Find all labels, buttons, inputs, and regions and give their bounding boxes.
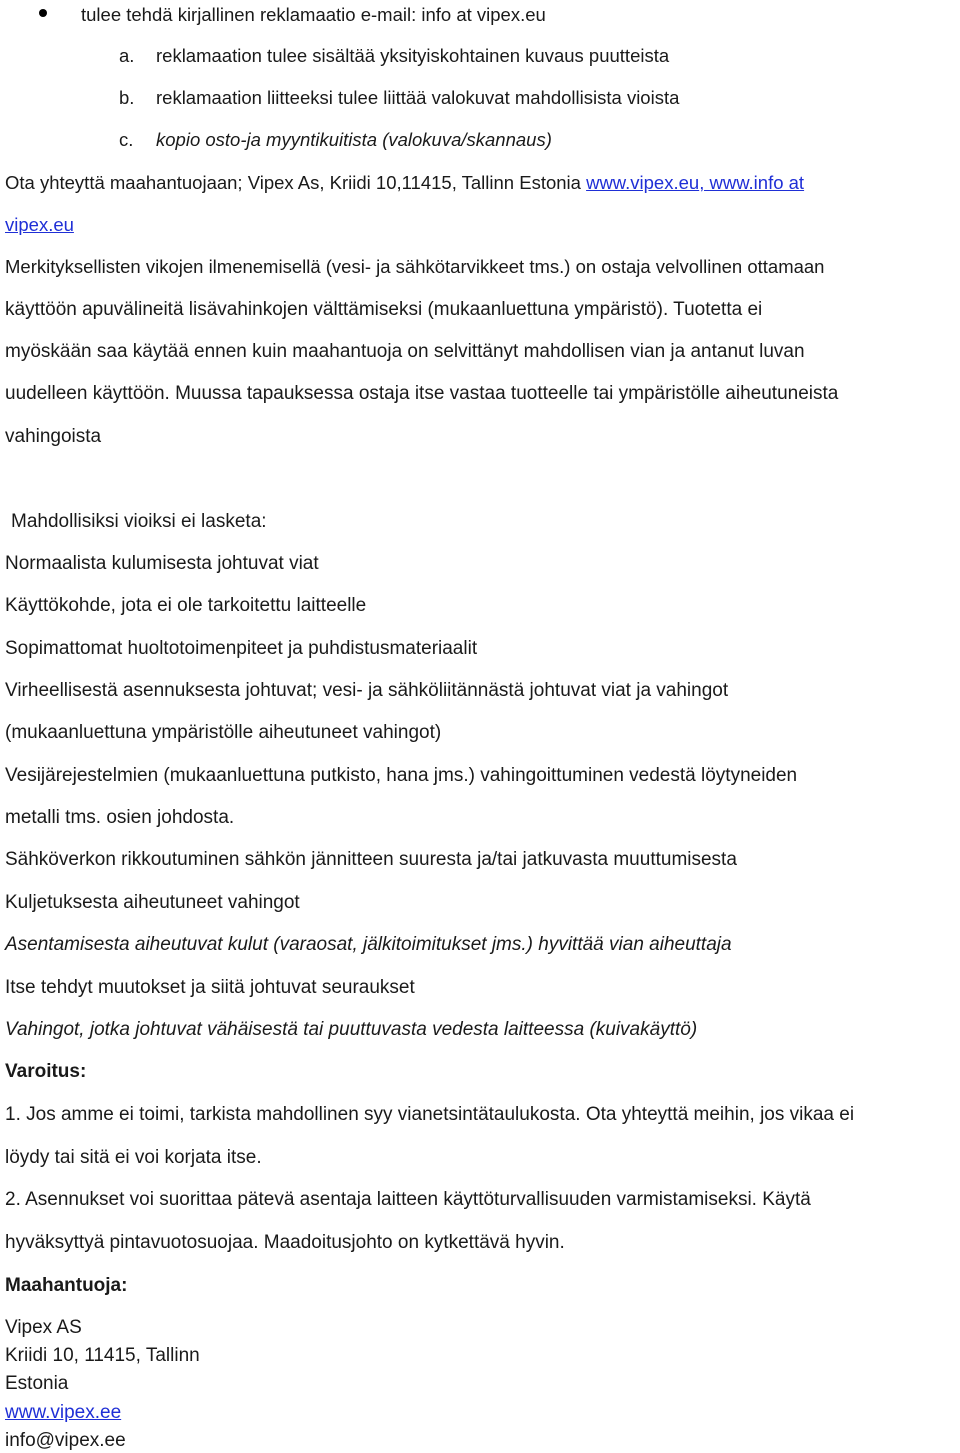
importer-email: info@vipex.ee xyxy=(5,1430,126,1451)
list-item-text: reklamaation tulee sisältää yksityiskohtainen kuvaus puutteista xyxy=(156,45,670,66)
info-link-continued[interactable]: vipex.eu xyxy=(5,214,74,235)
contact-prefix: Ota yhteyttä maahantuojaan; Vipex As, Kriidi 10,11415, Tallinn Estonia xyxy=(5,172,587,193)
importer-website-link[interactable]: www.vipex.ee xyxy=(5,1402,122,1423)
exclusion-line: Sähköverkon rikkoutuminen sähkön jännitteen suuresta ja/tai jatkuvasta muuttumisesta xyxy=(5,849,737,870)
contact-line xyxy=(5,171,804,195)
exclusion-line: metalli tms. osien johdosta. xyxy=(5,807,235,828)
warning-line: hyväksyttyä pintavuotosuojaa. Maadoitusjohto on kytkettävä hyvin. xyxy=(5,1232,565,1253)
paragraph-line: uudelleen käyttöön. Muussa tapauksessa ostaja itse vastaa tuotteelle tai ympäristölle aiheutuneista xyxy=(5,383,839,404)
list-item-text: kopio osto-ja myyntikuitista (valokuva/skannaus) xyxy=(156,129,552,150)
paragraph-line: Merkityksellisten vikojen ilmenemisellä (vesi- ja sähkötarvikkeet tms.) on ostaja velvollinen ottamaan xyxy=(5,256,825,277)
list-marker: a. xyxy=(119,45,135,66)
info-link[interactable]: www.info at xyxy=(709,172,805,193)
exclusion-line: Käyttökohde, jota ei ole tarkoitettu laitteelle xyxy=(5,595,367,616)
bullet-text: tulee tehdä kirjallinen reklamaatio e-mail: info at vipex.eu xyxy=(81,4,546,25)
exclusions-heading: Mahdollisiksi vioiksi ei lasketa: xyxy=(11,511,267,532)
importer-heading: Maahantuoja: xyxy=(5,1275,128,1296)
warning-heading: Varoitus: xyxy=(5,1061,87,1082)
warning-line: 1. Jos amme ei toimi, tarkista mahdollinen syy vianetsintätaulukosta. Ota yhteyttä meihin, jos vikaa ei xyxy=(5,1104,855,1125)
importer-country: Estonia xyxy=(5,1373,69,1394)
bullet-dot-icon xyxy=(39,9,47,17)
website-link[interactable]: www.vipex.eu xyxy=(586,172,700,193)
paragraph-line: käyttöön apuvälineitä lisävahinkojen välttämiseksi (mukaanluettuna ympäristö). Tuotetta ei xyxy=(5,299,763,320)
paragraph-line: myöskään saa käytää ennen kuin maahantuoja on selvittänyt mahdollisen vian ja antanut luvan xyxy=(5,341,805,362)
link-separator: , xyxy=(699,172,710,193)
list-marker: b. xyxy=(119,87,135,108)
exclusion-line: Virheellisestä asennuksesta johtuvat; vesi- ja sähköliitännästä johtuvat viat ja vahingot xyxy=(5,680,729,701)
exclusion-line: (mukaanluettuna ympäristölle aiheutuneet vahingot) xyxy=(5,722,442,743)
importer-address: Kriidi 10, 11415, Tallinn xyxy=(5,1345,200,1366)
exclusion-line: Normaalista kulumisesta johtuvat viat xyxy=(5,553,319,574)
exclusion-line: Vahingot, jotka johtuvat vähäisestä tai puuttuvasta vedesta laitteessa (kuivakäyttö) xyxy=(5,1019,698,1040)
exclusion-line: Sopimattomat huoltotoimenpiteet ja puhdistusmateriaalit xyxy=(5,638,478,659)
paragraph-line: vahingoista xyxy=(5,426,102,447)
importer-name: Vipex AS xyxy=(5,1317,82,1338)
list-item-text: reklamaation liitteeksi tulee liittää valokuvat mahdollisista vioista xyxy=(156,87,680,108)
warning-line: löydy tai sitä ei voi korjata itse. xyxy=(5,1147,262,1168)
warning-line: 2. Asennukset voi suorittaa pätevä asentaja laitteen käyttöturvallisuuden varmistamiseksi. Käytä xyxy=(5,1189,811,1210)
list-marker: c. xyxy=(119,129,134,150)
exclusion-line: Kuljetuksesta aiheutuneet vahingot xyxy=(5,892,300,913)
exclusion-line: Itse tehdyt muutokset ja siitä johtuvat seuraukset xyxy=(5,977,415,998)
exclusion-line: Vesijärejestelmien (mukaanluettuna putkisto, hana jms.) vahingoittuminen vedestä löytyneiden xyxy=(5,765,798,786)
exclusion-line: Asentamisesta aiheutuvat kulut (varaosat, jälkitoimitukset jms.) hyvittää vian aiheuttaja xyxy=(5,934,732,955)
